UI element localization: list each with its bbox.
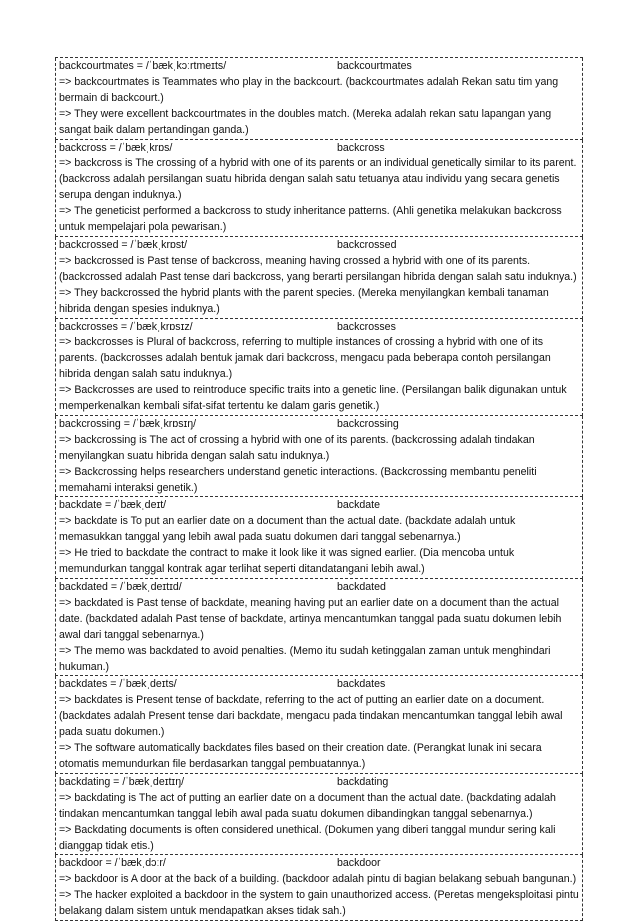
entry-header — [59, 59, 579, 75]
entry-headword: backcrossed — [337, 238, 397, 251]
entry-headword: backcross — [337, 141, 385, 154]
entry-pronunciation: backcrossing = /ˈbækˌkrɒsɪŋ/ — [59, 417, 197, 430]
dictionary-entry — [55, 497, 583, 579]
entry-headword: backdated — [337, 581, 386, 593]
entry-definition: => backcrossing is The act of crossing a hybrid with one of its parents. (backcrossing adalah tindakan menyilangkan suatu hibrida dengan salah satu induknya.) — [59, 433, 535, 462]
dictionary-entry — [55, 140, 583, 237]
entry-headword: backdate — [337, 499, 380, 512]
entry-example: => Backcrossing helps researchers understand genetic interactions. (Backcrossing membantu peneliti memahami interaksi genetik.) — [59, 465, 537, 494]
entry-definition: => backdoor is A door at the back of a building. (backdoor adalah pintu di bagian belakang sebuah bangunan.) — [59, 873, 577, 886]
dictionary-entry-list — [55, 57, 583, 921]
entry-definition: => backcrossed is Past tense of backcross, meaning having crossed a hybrid with one of its parents. (backcrossed adalah Past tense dari backcross, yang berarti persilangan hibrida dengan salah satu induknya.) — [59, 254, 577, 283]
entry-definition: => backdating is The act of putting an earlier date on a document than the actual date. (backdating adalah tindakan mencantumkan tanggal lebih awal pada suatu dokumen dibandingkan tanggal sebenarnya.) — [59, 791, 556, 820]
dictionary-entry — [55, 237, 583, 319]
dictionary-entry — [55, 579, 583, 676]
dictionary-entry — [55, 58, 583, 140]
entry-definition: => backdates is Present tense of backdate, referring to the act of putting an earlier date on a document. (backdates adalah Present tense dari backdate, mengacu pada tindakan mencantumkan tanggal lebih awal pada suatu dokumen.) — [59, 694, 563, 739]
entry-pronunciation: backcourtmates = /ˈbækˌkɔːrtmeɪts/ — [59, 60, 227, 72]
entry-header — [59, 417, 579, 433]
entry-pronunciation: backdates = /ˈbækˌdeɪts/ — [59, 678, 177, 691]
entry-pronunciation: backcrosses = /ˈbækˌkrɒsɪz/ — [59, 320, 193, 333]
entry-pronunciation: backdating = /ˈbækˌdeɪtɪŋ/ — [59, 775, 185, 788]
entry-pronunciation: backdoor = /ˈbækˌdɔːr/ — [59, 857, 166, 870]
entry-headword: backcrosses — [337, 320, 396, 333]
dictionary-entry — [55, 774, 583, 856]
entry-header — [59, 320, 579, 336]
dictionary-entry — [55, 319, 583, 416]
entry-definition: => backdated is Past tense of backdate, meaning having put an earlier date on a document than the actual date. (backdated adalah Past tense of backdate, artinya mencantumkan tanggal pada suatu dokumen lebih awal dari tanggal sebenarnya.) — [59, 596, 562, 641]
entry-example: => They were excellent backcourtmates in the doubles match. (Mereka adalah rekan satu lapangan yang sangat baik dalam pertandingan ganda.) — [59, 107, 552, 136]
entry-header — [59, 141, 579, 157]
entry-headword: backdating — [337, 775, 389, 788]
entry-example: => The geneticist performed a backcross to study inheritance patterns. (Ahli genetika melakukan backcross untuk mempelajari pola pewarisan.) — [59, 205, 562, 234]
entry-example: => The memo was backdated to avoid penalties. (Memo itu sudah ketinggalan zaman untuk menghindari hukuman.) — [59, 644, 551, 673]
entry-pronunciation: backdate = /ˈbækˌdeɪt/ — [59, 499, 167, 512]
entry-header — [59, 498, 579, 514]
entry-definition: => backcross is The crossing of a hybrid with one of its parents or an individual genetically similar to its parent. (backcross adalah persilangan suatu hibrida dengan salah satu tetuanya atau individu yang secara genetis serupa dengan induknya.) — [59, 157, 577, 202]
entry-pronunciation: backcross = /ˈbækˌkrɒs/ — [59, 141, 173, 154]
dictionary-entry — [55, 676, 583, 773]
entry-example: => They backcrossed the hybrid plants with the parent species. (Mereka menyilangkan kembali tanaman hibrida dengan spesies induknya.) — [59, 286, 549, 315]
entry-example: => Backcrosses are used to reintroduce specific traits into a genetic line. (Persilangan balik digunakan untuk memperkenalkan kembali sifat-sifat tertentu ke dalam garis genetik.) — [59, 384, 567, 413]
entry-example: => Backdating documents is often considered unethical. (Dokumen yang diberi tanggal mundur sering kali dianggap tidak etis.) — [59, 823, 556, 852]
entry-pronunciation: backcrossed = /ˈbækˌkrɒst/ — [59, 238, 188, 251]
entry-definition: => backcrosses is Plural of backcross, referring to multiple instances of crossing a hybrid with one of its parents. (backcrosses adalah bentuk jamak dari backcross, mengacu pada beberapa contoh persilangan hibrida dengan salah satu induknya.) — [59, 336, 551, 381]
entry-header — [59, 677, 579, 693]
dictionary-entry — [55, 416, 583, 498]
entry-definition: => backdate is To put an earlier date on a document than the actual date. (backdate adalah untuk memasukkan tanggal yang lebih awal pada suatu dokumen dari tanggal sebenarnya.) — [59, 515, 516, 544]
entry-header — [59, 580, 579, 596]
entry-example: => The hacker exploited a backdoor in the system to gain unauthorized access. (Peretas mengeksploitasi pintu belakang dalam sistem untuk mendapatkan akses tidak sah.) — [59, 889, 579, 918]
entry-header — [59, 238, 579, 254]
entry-example: => The software automatically backdates files based on their creation date. (Perangkat lunak ini secara otomatis memundurkan file berdasarkan tanggal pembuatannya.) — [59, 742, 542, 770]
entry-headword: backcrossing — [337, 417, 399, 430]
entry-headword: backcourtmates — [337, 60, 412, 72]
entry-definition: => backcourtmates is Teammates who play in the backcourt. (backcourtmates adalah Rekan satu tim yang bermain di backcourt.) — [59, 75, 559, 104]
entry-header — [59, 856, 579, 872]
entry-headword: backdates — [337, 678, 386, 691]
entry-headword: backdoor — [337, 857, 381, 870]
dictionary-entry — [55, 855, 583, 921]
entry-header — [59, 775, 579, 791]
entry-example: => He tried to backdate the contract to make it look like it was signed earlier. (Dia mencoba untuk memundurkan tanggal kontrak agar terlihat seperti ditandatangani lebih awal.) — [59, 547, 515, 576]
entry-pronunciation: backdated = /ˈbækˌdeɪtɪd/ — [59, 581, 182, 593]
